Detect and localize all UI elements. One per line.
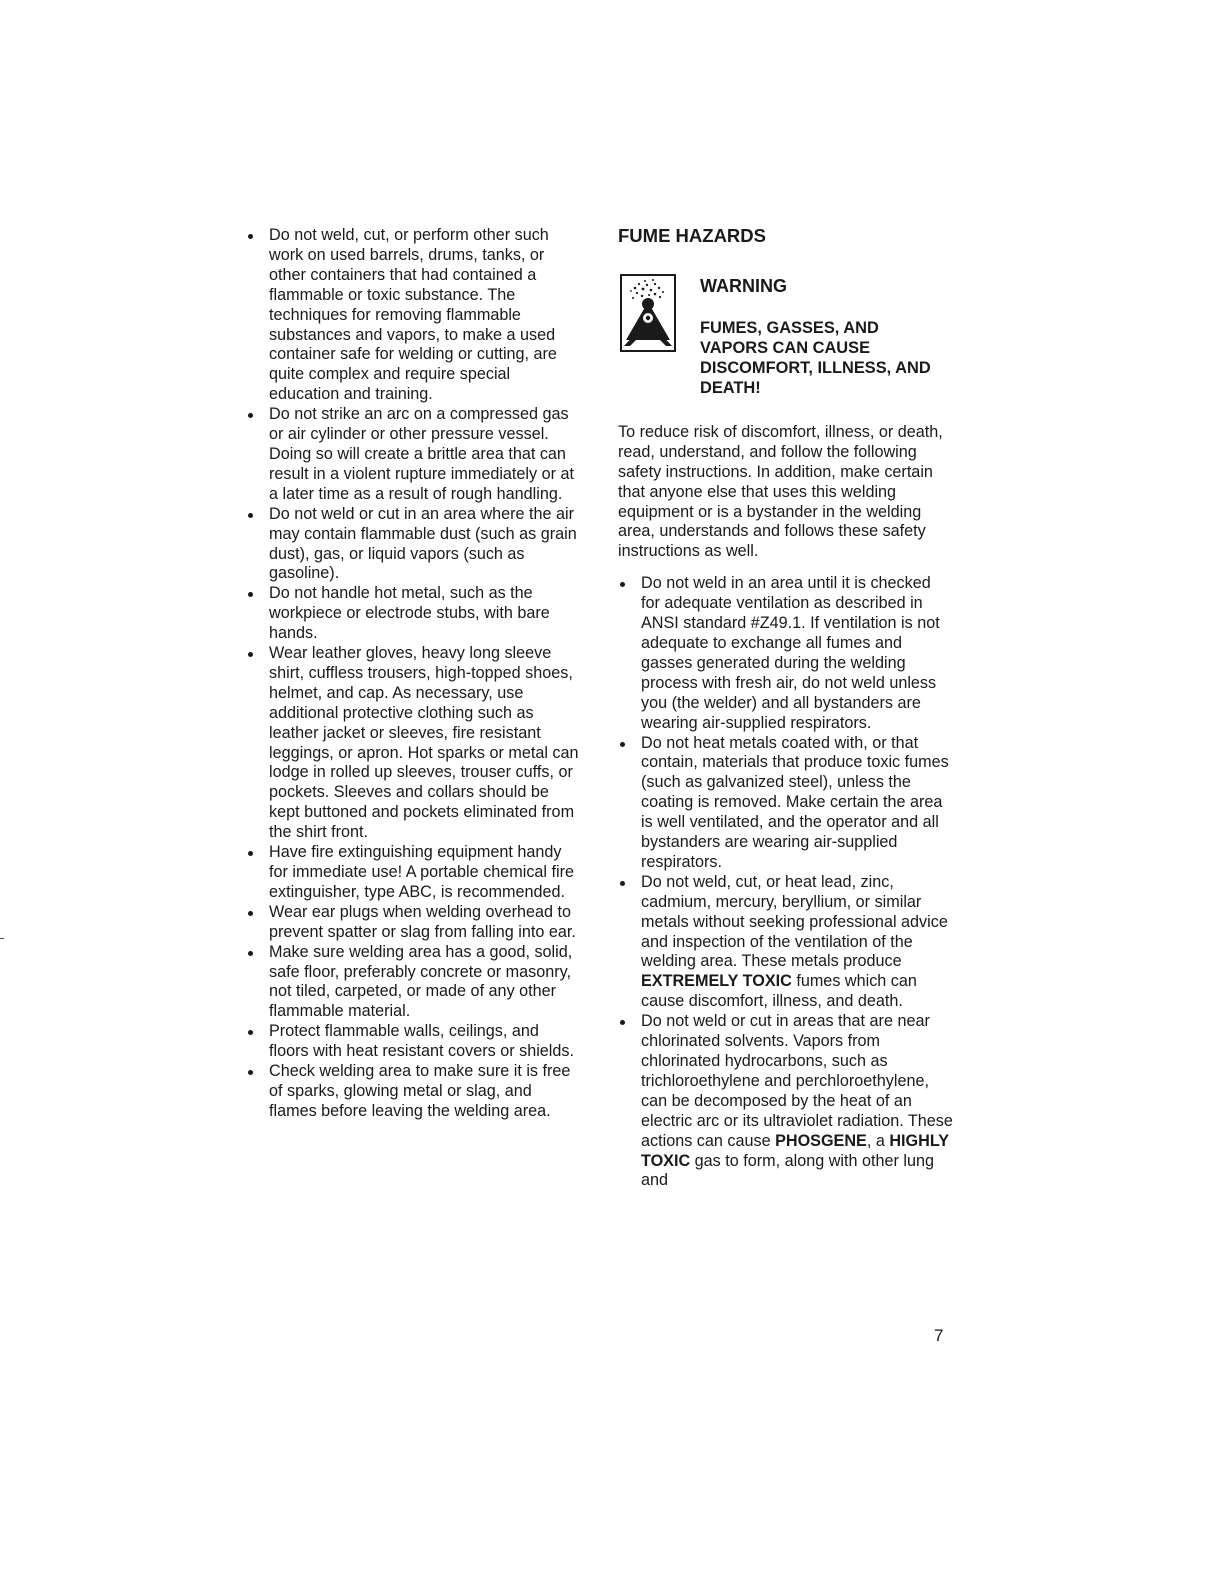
bullet-icon	[248, 652, 253, 657]
list-item: Protect flammable walls, ceilings, and floors with heat resistant covers or shields.	[246, 1022, 582, 1062]
safety-list	[246, 226, 582, 1122]
list-item: Wear ear plugs when welding overhead to prevent spatter or slag from falling into ear.	[246, 903, 582, 943]
list-item: Do not weld or cut in an area where the air may contain flammable dust (such as grain dust), gas, or liquid vapors (such as gasoline).	[246, 505, 582, 585]
bullet-icon	[248, 951, 253, 956]
bullet-icon	[248, 413, 253, 418]
right-column	[618, 226, 954, 1191]
warning-title: WARNING	[700, 275, 787, 296]
list-item: Do not weld in an area until it is checked for adequate ventilation as described in ANSI standard #Z49.1. If ventilation is not adequate to exchange all fumes and gasses generated during the welding process with fresh air, do not weld unless you (the welder) and all bystanders are wearing air-supplied respirators.	[618, 574, 954, 733]
list-item: Do not handle hot metal, such as the workpiece or electrode stubs, with bare hands.	[246, 584, 582, 644]
emphasis-text: PHOSGENE	[775, 1131, 867, 1150]
bullet-icon	[620, 742, 625, 747]
warning-subtitle: FUMES, GASSES, AND VAPORS CAN CAUSE DISCOMFORT, ILLNESS, AND DEATH!	[700, 318, 931, 397]
bullet-icon	[248, 513, 253, 518]
bullet-icon	[248, 234, 253, 239]
list-item: Do not heat metals coated with, or that contain, materials that produce toxic fumes (such as galvanized steel), unless the coating is removed. Make certain the area is well ventilated, and the operator and all bystanders are wearing air-supplied respirators.	[618, 734, 954, 873]
scan-edge-mark	[0, 938, 4, 939]
bullet-icon	[620, 1020, 625, 1025]
emphasis-text: EXTREMELY TOXIC	[641, 972, 792, 991]
intro-paragraph: To reduce risk of discomfort, illness, or death, read, understand, and follow the following safety instructions. In addition, make certain that anyone else that uses this welding equipment or is a bystander in the welding area, understands and follows these safety instructions as well.	[618, 422, 943, 561]
bullet-icon	[248, 1030, 253, 1035]
left-column	[246, 226, 582, 1122]
warning-block	[618, 258, 954, 423]
fume-hazard-icon	[620, 274, 676, 352]
emphasis-text: HIGHLY TOXIC	[641, 1131, 949, 1170]
bullet-icon	[620, 582, 625, 587]
list-item: Do not strike an arc on a compressed gas or air cylinder or other pressure vessel. Doing so will create a brittle area that can result in a violent rupture immediately or at a later time as a result of rough handling.	[246, 405, 582, 505]
section-heading: FUME HAZARDS	[618, 225, 766, 246]
fume-hazard-graphic	[622, 276, 674, 350]
list-item: Make sure welding area has a good, solid, safe floor, preferably concrete or masonry, not tiled, carpeted, or made of any other flammable material.	[246, 943, 582, 1023]
list-item: Have fire extinguishing equipment handy for immediate use! A portable chemical fire extinguisher, type ABC, is recommended.	[246, 843, 582, 903]
page-number: 7	[934, 1326, 944, 1345]
bullet-icon	[248, 911, 253, 916]
list-item: Do not weld, cut, or heat lead, zinc, cadmium, mercury, beryllium, or similar metals without seeking professional advice and inspection of the ventilation of the welding area. These metals produce EXTREMELY TOXIC fumes which can cause discomfort, illness, and death.	[618, 873, 954, 1012]
list-item: Do not weld or cut in areas that are near chlorinated solvents. Vapors from chlorinated hydrocarbons, such as trichloroethylene and perchloroethylene, can be decomposed by the heat of an electric arc or its ultraviolet radiation. These actions can cause PHOSGENE, a HIGHLY TOXIC gas to form, along with other lung and	[618, 1012, 954, 1191]
bullet-icon	[248, 592, 253, 597]
bullet-icon	[248, 851, 253, 856]
fume-safety-list	[618, 574, 954, 1191]
list-item: Wear leather gloves, heavy long sleeve shirt, cuffless trousers, high-topped shoes, helmet, and cap. As necessary, use additional protective clothing such as leather jacket or sleeves, fire resistant leggings, or apron. Hot sparks or metal can lodge in rolled up sleeves, trouser cuffs, or pockets. Sleeves and collars should be kept buttoned and pockets eliminated from the shirt front.	[246, 644, 582, 843]
list-item: Do not weld, cut, or perform other such work on used barrels, drums, tanks, or other containers that had contained a flammable or toxic substance. The techniques for removing flammable substances and vapors, to make a used container safe for welding or cutting, are quite complex and require special education and training.	[246, 226, 582, 405]
list-item: Check welding area to make sure it is free of sparks, glowing metal or slag, and flames before leaving the welding area.	[246, 1062, 582, 1122]
bullet-icon	[620, 881, 625, 886]
bullet-icon	[248, 1070, 253, 1075]
